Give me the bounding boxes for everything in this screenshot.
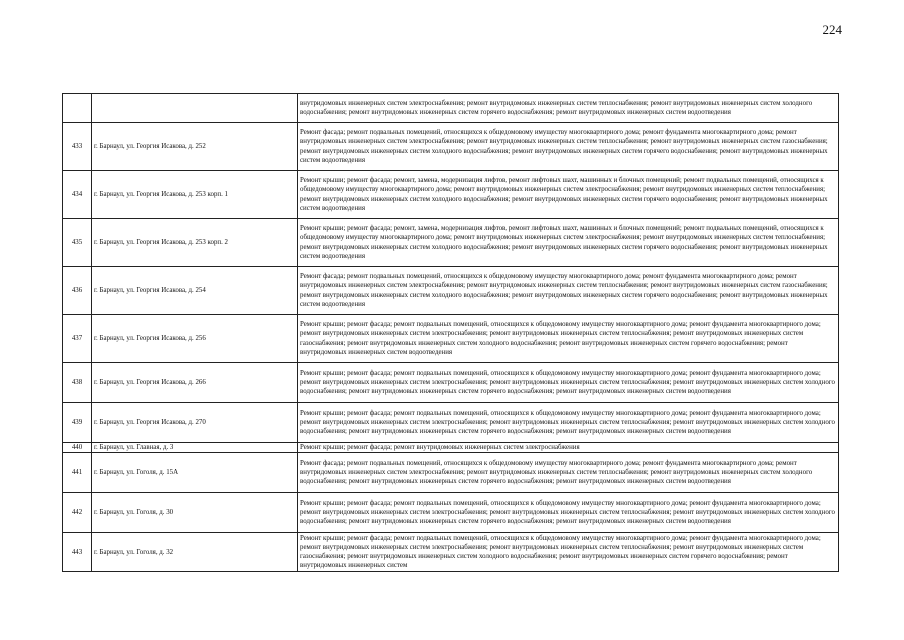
table-row bbox=[63, 94, 839, 123]
row-works: Ремонт фасада; ремонт подвальных помещений, относящихся к общедомовому имуществу многоквартирного дома; ремонт фундамента многоквартирного дома; ремонт внутридомовых инженерных систем электроснабжения; ремонт внутридомовых инженерных систем теплоснабжения; ремонт внутридомовых инженерных систем холодного водоснабжения; ремонт внутридомовых инженерных систем горячего водоснабжения; ремонт внутридомовых инженерных систем водоотведения bbox=[298, 453, 839, 493]
table-row bbox=[63, 533, 839, 572]
row-works: Ремонт крыши; ремонт фасада; ремонт, замена, модернизация лифтов, ремонт лифтовых шахт, машинных и блочных помещений; ремонт подвальных помещений, относящихся к общедомовому имуществу многоквартирного дома; ремонт внутридомовых инженерных систем электроснабжения; ремонт внутридомовых инженерных систем теплоснабжения; ремонт внутридомовых инженерных систем холодного водоснабжения; ремонт внутридомовых инженерных систем горячего водоснабжения; ремонт внутридомовых инженерных систем водоотведения bbox=[298, 219, 839, 267]
table-body bbox=[63, 94, 839, 572]
row-works: Ремонт крыши; ремонт фасада; ремонт подвальных помещений, относящихся к общедомовому имуществу многоквартирного дома; ремонт фундамента многоквартирного дома; ремонт внутридомовых инженерных систем электроснабжения; ремонт внутридомовых инженерных систем теплоснабжения; ремонт внутридомовых инженерных систем газоснабжения; ремонт внутридомовых инженерных систем холодного водоснабжения; ремонт внутридомовых инженерных систем горячего водоснабжения; ремонт внутридомовых инженерных систем водоотведения bbox=[298, 315, 839, 363]
row-address: г. Барнаул, ул. Гоголя, д. 15А bbox=[92, 453, 298, 493]
row-number: 439 bbox=[63, 403, 92, 443]
row-address: г. Барнаул, ул. Гоголя, д. 30 bbox=[92, 493, 298, 533]
row-number: 441 bbox=[63, 453, 92, 493]
table-row bbox=[63, 403, 839, 443]
table-row bbox=[63, 171, 839, 219]
row-number: 438 bbox=[63, 363, 92, 403]
table-row bbox=[63, 453, 839, 493]
row-address: г. Барнаул, ул. Георгия Исакова, д. 266 bbox=[92, 363, 298, 403]
row-works: Ремонт фасада; ремонт подвальных помещений, относящихся к общедомовому имуществу многоквартирного дома; ремонт фундамента многоквартирного дома; ремонт внутридомовых инженерных систем электроснабжения; ремонт внутридомовых инженерных систем теплоснабжения; ремонт внутридомовых инженерных систем газоснабжения; ремонт внутридомовых инженерных систем холодного водоснабжения; ремонт внутридомовых инженерных систем горячего водоснабжения; ремонт внутридомовых инженерных систем водоотведения bbox=[298, 267, 839, 315]
row-number bbox=[63, 94, 92, 123]
row-number: 434 bbox=[63, 171, 92, 219]
row-works: Ремонт крыши; ремонт фасада; ремонт подвальных помещений, относящихся к общедомовому имуществу многоквартирного дома; ремонт фундамента многоквартирного дома; ремонт внутридомовых инженерных систем электроснабжения; ремонт внутридомовых инженерных систем теплоснабжения; ремонт внутридомовых инженерных систем холодного водоснабжения; ремонт внутридомовых инженерных систем горячего водоснабжения; ремонт внутридомовых инженерных систем водоотведения bbox=[298, 403, 839, 443]
row-address: г. Барнаул, ул. Георгия Исакова, д. 252 bbox=[92, 123, 298, 171]
row-number: 443 bbox=[63, 533, 92, 572]
table-row bbox=[63, 219, 839, 267]
row-address: г. Барнаул, ул. Георгия Исакова, д. 253 корп. 2 bbox=[92, 219, 298, 267]
row-works: Ремонт крыши; ремонт фасада; ремонт подвальных помещений, относящихся к общедомовому имуществу многоквартирного дома; ремонт фундамента многоквартирного дома; ремонт внутридомовых инженерных систем электроснабжения; ремонт внутридомовых инженерных систем теплоснабжения; ремонт внутридомовых инженерных систем холодного водоснабжения; ремонт внутридомовых инженерных систем горячего водоснабжения; ремонт внутридомовых инженерных систем водоотведения bbox=[298, 493, 839, 533]
row-number: 437 bbox=[63, 315, 92, 363]
repair-works-table bbox=[62, 93, 839, 572]
row-address bbox=[92, 94, 298, 123]
table-row bbox=[63, 363, 839, 403]
row-number: 435 bbox=[63, 219, 92, 267]
table-row bbox=[63, 443, 839, 453]
row-works: Ремонт крыши; ремонт фасада; ремонт подвальных помещений, относящихся к общедомовому имуществу многоквартирного дома; ремонт фундамента многоквартирного дома; ремонт внутридомовых инженерных систем электроснабжения; ремонт внутридомовых инженерных систем теплоснабжения; ремонт внутридомовых инженерных систем холодного водоснабжения; ремонт внутридомовых инженерных систем горячего водоснабжения; ремонт внутридомовых инженерных систем водоотведения bbox=[298, 363, 839, 403]
row-works: Ремонт крыши; ремонт фасада; ремонт внутридомовых инженерных систем электроснабжения bbox=[298, 443, 839, 453]
row-address: г. Барнаул, ул. Георгия Исакова, д. 270 bbox=[92, 403, 298, 443]
row-number: 433 bbox=[63, 123, 92, 171]
row-number: 440 bbox=[63, 443, 92, 453]
row-number: 442 bbox=[63, 493, 92, 533]
row-address: г. Барнаул, ул. Георгия Исакова, д. 256 bbox=[92, 315, 298, 363]
row-works: Ремонт крыши; ремонт фасада; ремонт, замена, модернизация лифтов, ремонт лифтовых шахт, машинных и блочных помещений; ремонт подвальных помещений, относящихся к общедомовому имуществу многоквартирного дома; ремонт внутридомовых инженерных систем электроснабжения; ремонт внутридомовых инженерных систем теплоснабжения; ремонт внутридомовых инженерных систем холодного водоснабжения; ремонт внутридомовых инженерных систем горячего водоснабжения; ремонт внутридомовых инженерных систем водоотведения bbox=[298, 171, 839, 219]
row-address: г. Барнаул, ул. Гоголя, д. 32 bbox=[92, 533, 298, 572]
row-address: г. Барнаул, ул. Георгия Исакова, д. 253 корп. 1 bbox=[92, 171, 298, 219]
row-address: г. Барнаул, ул. Георгия Исакова, д. 254 bbox=[92, 267, 298, 315]
table-row bbox=[63, 493, 839, 533]
row-address: г. Барнаул, ул. Главная, д. 3 bbox=[92, 443, 298, 453]
row-works: Ремонт фасада; ремонт подвальных помещений, относящихся к общедомовому имуществу многоквартирного дома; ремонт фундамента многоквартирного дома; ремонт внутридомовых инженерных систем электроснабжения; ремонт внутридомовых инженерных систем теплоснабжения; ремонт внутридомовых инженерных систем газоснабжения; ремонт внутридомовых инженерных систем холодного водоснабжения; ремонт внутридомовых инженерных систем горячего водоснабжения; ремонт внутридомовых инженерных систем водоотведения bbox=[298, 123, 839, 171]
page-number: 224 bbox=[822, 22, 842, 37]
row-works: Ремонт крыши; ремонт фасада; ремонт подвальных помещений, относящихся к общедомовому имуществу многоквартирного дома; ремонт фундамента многоквартирного дома; ремонт внутридомовых инженерных систем электроснабжения; ремонт внутридомовых инженерных систем теплоснабжения; ремонт внутридомовых инженерных систем газоснабжения; ремонт внутридомовых инженерных систем холодного водоснабжения; ремонт внутридомовых инженерных систем горячего водоснабжения; ремонт внутридомовых инженерных систем bbox=[298, 533, 839, 572]
table-row bbox=[63, 123, 839, 171]
row-number: 436 bbox=[63, 267, 92, 315]
table-row bbox=[63, 315, 839, 363]
row-works: внутридомовых инженерных систем электроснабжения; ремонт внутридомовых инженерных систем теплоснабжения; ремонт внутридомовых инженерных систем холодного водоснабжения; ремонт внутридомовых инженерных систем горячего водоснабжения; ремонт внутридомовых инженерных систем водоотведения bbox=[298, 94, 839, 123]
table-row bbox=[63, 267, 839, 315]
